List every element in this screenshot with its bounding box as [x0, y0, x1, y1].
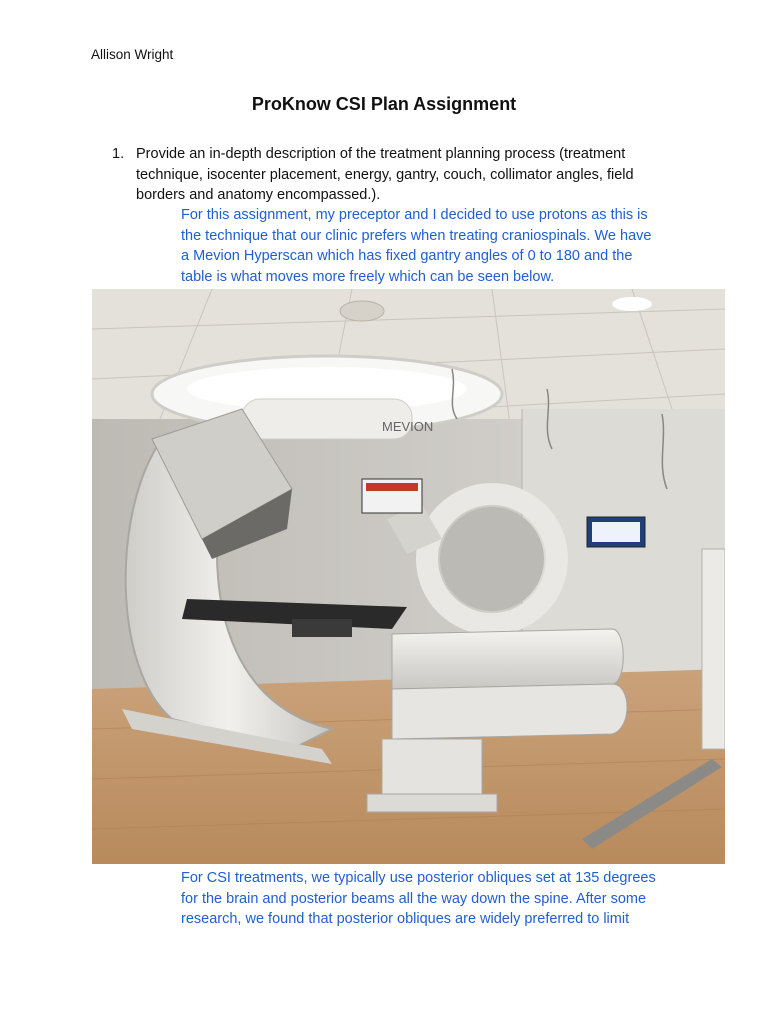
answer-followup	[181, 868, 681, 930]
question-line: borders and anatomy encompassed.).	[136, 187, 381, 203]
question-text	[136, 144, 672, 206]
question-line: technique, isocenter placement, energy, gantry, couch, collimator angles, field	[136, 166, 634, 183]
answer-line: for the brain and posterior beams all the way down the spine. After some	[181, 890, 647, 907]
robotic-couch-arm	[392, 629, 623, 689]
proton-gantry-photo	[92, 289, 725, 864]
equipment-cabinet	[702, 549, 725, 749]
smoke-detector	[340, 301, 384, 321]
answer-line: For this assignment, my preceptor and I decided to use protons as this is	[181, 207, 648, 223]
document-title: ProKnow CSI Plan Assignment	[251, 94, 517, 114]
question-1	[112, 144, 672, 206]
question-line: Provide an in-depth description of the treatment planning process (treatment	[136, 146, 626, 162]
author-name: Allison Wright	[91, 47, 174, 62]
answer-intro	[181, 205, 681, 287]
gantry-brand-label: MEVION	[382, 419, 434, 434]
answer-line: research, we found that posterior obliques are widely preferred to limit	[181, 911, 630, 927]
answer-line: table is what moves more freely which can be seen below.	[181, 268, 555, 285]
question-number: 1.	[112, 146, 125, 162]
ceiling-light	[612, 297, 652, 311]
answer-line: a Mevion Hyperscan which has fixed gantry angles of 0 to 180 and the	[181, 248, 633, 264]
answer-line: For CSI treatments, we typically use posterior obliques set at 135 degrees	[181, 870, 656, 886]
answer-line: the technique that our clinic prefers when treating craniospinals. We have	[181, 227, 652, 244]
